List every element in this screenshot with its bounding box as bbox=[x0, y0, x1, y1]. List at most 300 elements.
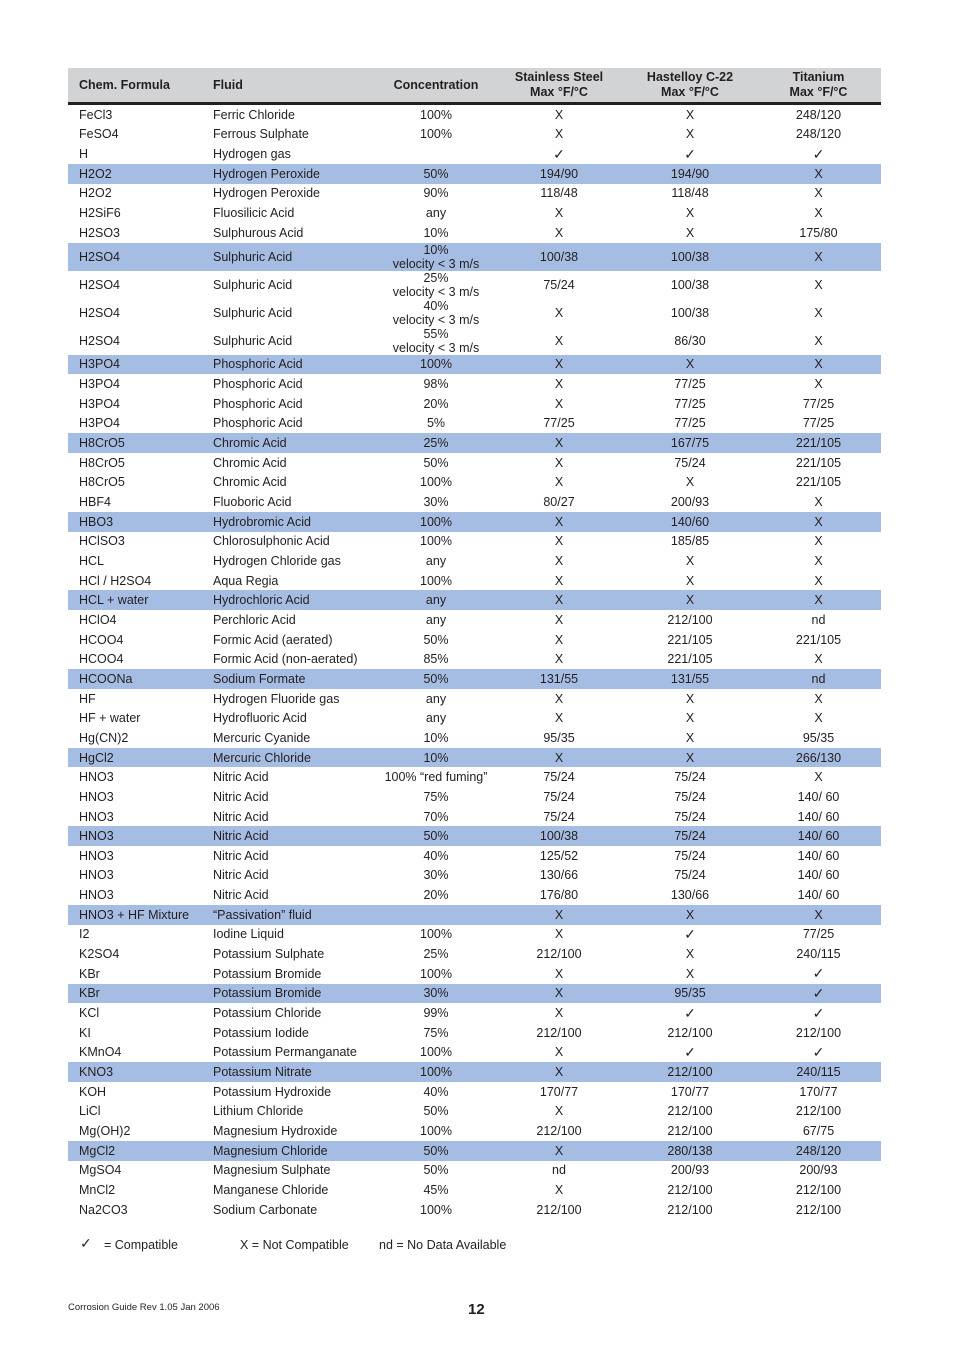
revision-label: Corrosion Guide Rev 1.05 Jan 2006 bbox=[68, 1302, 220, 1313]
cell-titanium: ✓ bbox=[812, 1043, 825, 1060]
cell-hastelloy: 212/100 bbox=[667, 612, 713, 627]
table-row bbox=[68, 512, 881, 532]
concentration-note: velocity < 3 m/s bbox=[392, 256, 480, 271]
cell-hastelloy: 167/75 bbox=[670, 436, 710, 451]
cell-stainless-steel: 95/35 bbox=[543, 730, 575, 745]
table-row bbox=[68, 787, 881, 807]
cell-titanium: X bbox=[814, 333, 823, 348]
table-row bbox=[68, 1082, 881, 1102]
cell-hastelloy: 100/38 bbox=[670, 305, 710, 320]
cell-concentration: 100% bbox=[420, 475, 452, 490]
table-row bbox=[68, 944, 881, 964]
cell-stainless-steel: 118/48 bbox=[540, 186, 578, 201]
header-ss-name: Stainless Steel bbox=[514, 70, 604, 84]
cell-concentration: any bbox=[425, 206, 447, 221]
cell-fluid: Lithium Chloride bbox=[213, 1104, 304, 1119]
table-header bbox=[68, 68, 881, 105]
cell-concentration: 85% bbox=[423, 652, 449, 667]
cell-titanium: nd bbox=[811, 671, 826, 686]
cell-formula: HCOO4 bbox=[79, 632, 124, 647]
table-row bbox=[68, 905, 881, 925]
cell-stainless-steel: X bbox=[554, 632, 564, 647]
cell-titanium: 221/105 bbox=[795, 436, 842, 451]
cell-titanium: 248/120 bbox=[795, 1143, 842, 1158]
cell-concentration bbox=[378, 299, 494, 327]
cell-fluid: Formic Acid (aerated) bbox=[213, 632, 333, 647]
cell-formula: H2SO4 bbox=[79, 277, 120, 292]
cell-formula: HClO4 bbox=[79, 612, 117, 627]
cell-fluid: Chromic Acid bbox=[213, 455, 287, 470]
cell-concentration: any bbox=[425, 593, 447, 608]
cell-titanium: X bbox=[814, 277, 823, 292]
cell-fluid: Hydrogen gas bbox=[213, 147, 291, 162]
cell-stainless-steel: X bbox=[554, 305, 564, 320]
cell-concentration bbox=[378, 243, 494, 271]
cell-hastelloy: 212/100 bbox=[667, 1025, 713, 1040]
cell-fluid: Mercuric Cyanide bbox=[213, 730, 311, 745]
cell-stainless-steel: X bbox=[554, 127, 564, 142]
cell-formula: HNO3 bbox=[79, 888, 114, 903]
cell-concentration: 100% bbox=[420, 357, 452, 372]
cell-fluid: Magnesium Hydroxide bbox=[213, 1124, 338, 1139]
cell-hastelloy: 212/100 bbox=[667, 1065, 713, 1080]
header-ti-unit: Max °F/°C bbox=[789, 85, 848, 99]
cell-stainless-steel: 75/24 bbox=[543, 770, 575, 785]
cell-titanium: X bbox=[814, 166, 823, 181]
cell-concentration: 100% bbox=[420, 127, 452, 142]
cell-titanium: X bbox=[814, 357, 823, 372]
table-row bbox=[68, 414, 881, 434]
cell-fluid: Magnesium Sulphate bbox=[213, 1163, 331, 1178]
concentration-value: 25% bbox=[423, 270, 449, 285]
cell-stainless-steel: X bbox=[554, 966, 564, 981]
cell-fluid: Nitric Acid bbox=[213, 868, 269, 883]
table-row bbox=[68, 846, 881, 866]
cell-concentration: 90% bbox=[423, 186, 449, 201]
cell-hastelloy: 140/60 bbox=[670, 514, 710, 529]
cell-titanium: 67/75 bbox=[802, 1124, 835, 1139]
cell-hastelloy: 131/55 bbox=[670, 671, 710, 686]
cell-fluid: Aqua Regia bbox=[213, 573, 279, 588]
cell-fluid: Hydrofluoric Acid bbox=[213, 711, 307, 726]
cell-formula: H2SiF6 bbox=[79, 206, 121, 221]
cell-fluid: Potassium Bromide bbox=[213, 966, 322, 981]
cell-hastelloy: X bbox=[685, 907, 695, 922]
table-row bbox=[68, 1200, 881, 1220]
cell-formula: I2 bbox=[79, 927, 90, 942]
cell-formula: H8CrO5 bbox=[79, 455, 125, 470]
cell-concentration: 100% bbox=[420, 573, 452, 588]
check-icon: ✓ bbox=[80, 1235, 92, 1251]
cell-titanium: 140/ 60 bbox=[797, 888, 840, 903]
cell-formula: K2SO4 bbox=[79, 947, 120, 962]
cell-concentration: 100% bbox=[420, 927, 452, 942]
cell-concentration: 50% bbox=[423, 1163, 449, 1178]
cell-hastelloy: 221/105 bbox=[667, 652, 713, 667]
table-row bbox=[68, 1062, 881, 1082]
cell-titanium: 212/100 bbox=[795, 1104, 842, 1119]
cell-titanium: 221/105 bbox=[795, 632, 842, 647]
cell-hastelloy: 75/24 bbox=[674, 848, 706, 863]
cell-hastelloy: 75/24 bbox=[674, 455, 706, 470]
legend-no-data: nd = No Data Available bbox=[379, 1238, 507, 1252]
cell-fluid: Hydrobromic Acid bbox=[213, 514, 311, 529]
cell-fluid: Hydrogen Peroxide bbox=[213, 186, 321, 201]
cell-formula: HCOONa bbox=[79, 671, 133, 686]
cell-stainless-steel: X bbox=[554, 986, 564, 1001]
cell-fluid: Potassium Hydroxide bbox=[213, 1084, 332, 1099]
cell-fluid: Hydrogen Peroxide bbox=[213, 166, 321, 181]
cell-stainless-steel: X bbox=[554, 711, 564, 726]
cell-titanium: X bbox=[814, 573, 823, 588]
cell-hastelloy: 212/100 bbox=[667, 1124, 713, 1139]
table-row bbox=[68, 689, 881, 709]
table-row bbox=[68, 355, 881, 375]
table-row bbox=[68, 144, 881, 164]
cell-concentration: 100% bbox=[420, 1045, 452, 1060]
cell-titanium: 77/25 bbox=[802, 416, 835, 431]
table-row bbox=[68, 708, 881, 728]
table-row bbox=[68, 223, 881, 243]
cell-fluid: Phosphoric Acid bbox=[213, 396, 303, 411]
cell-fluid: Nitric Acid bbox=[213, 789, 269, 804]
cell-concentration: 20% bbox=[423, 396, 449, 411]
cell-stainless-steel: 75/24 bbox=[543, 809, 575, 824]
cell-concentration: 100% bbox=[420, 534, 452, 549]
cell-fluid: Potassium Nitrate bbox=[213, 1065, 312, 1080]
cell-stainless-steel: X bbox=[554, 1065, 564, 1080]
cell-concentration: 100% bbox=[420, 1124, 452, 1139]
cell-hastelloy: 194/90 bbox=[670, 166, 710, 181]
cell-fluid: Potassium Iodide bbox=[213, 1025, 309, 1040]
cell-stainless-steel: X bbox=[554, 514, 564, 529]
cell-hastelloy: 200/93 bbox=[670, 1163, 710, 1178]
cell-titanium: 240/115 bbox=[796, 1065, 841, 1080]
cell-formula: KI bbox=[79, 1025, 91, 1040]
cell-stainless-steel: 212/100 bbox=[536, 1202, 582, 1217]
cell-titanium: X bbox=[814, 249, 823, 264]
cell-titanium: 212/100 bbox=[795, 1202, 842, 1217]
cell-titanium: 221/105 bbox=[795, 475, 842, 490]
cell-stainless-steel: 170/77 bbox=[539, 1084, 579, 1099]
header-stainless-steel bbox=[494, 70, 624, 100]
cell-concentration: 100% “red fuming” bbox=[384, 770, 488, 785]
cell-stainless-steel: X bbox=[554, 107, 564, 122]
table-row bbox=[68, 925, 881, 945]
cell-fluid: Potassium Permanganate bbox=[213, 1045, 357, 1060]
table-row bbox=[68, 1003, 881, 1023]
cell-hastelloy: 100/38 bbox=[670, 249, 710, 264]
cell-titanium: X bbox=[814, 553, 823, 568]
cell-stainless-steel: X bbox=[554, 927, 564, 942]
cell-titanium: X bbox=[814, 495, 823, 510]
cell-stainless-steel: X bbox=[554, 534, 564, 549]
cell-stainless-steel: X bbox=[554, 396, 564, 411]
cell-titanium: X bbox=[814, 186, 823, 201]
table-row bbox=[68, 551, 881, 571]
cell-formula: HCOO4 bbox=[79, 652, 124, 667]
concentration-value: 40% bbox=[423, 298, 449, 313]
table-row bbox=[68, 1102, 881, 1122]
cell-concentration: 45% bbox=[423, 1182, 449, 1197]
cell-hastelloy: 86/30 bbox=[674, 333, 706, 348]
cell-stainless-steel: 194/90 bbox=[539, 166, 579, 181]
cell-fluid: Phosphoric Acid bbox=[213, 416, 303, 431]
table-row bbox=[68, 1180, 881, 1200]
cell-fluid: Magnesium Chloride bbox=[213, 1143, 328, 1158]
cell-concentration: 100% bbox=[420, 107, 452, 122]
cell-stainless-steel: X bbox=[554, 612, 564, 627]
cell-titanium: 212/100 bbox=[795, 1182, 842, 1197]
header-hc-unit: Max °F/°C bbox=[661, 85, 719, 99]
header-concentration: Concentration bbox=[393, 77, 479, 92]
cell-formula: LiCl bbox=[79, 1104, 101, 1119]
cell-concentration: 50% bbox=[423, 166, 449, 181]
cell-stainless-steel: X bbox=[554, 455, 564, 470]
cell-fluid: Nitric Acid bbox=[213, 888, 269, 903]
cell-formula: HClSO3 bbox=[79, 534, 125, 549]
cell-stainless-steel: 212/100 bbox=[536, 947, 582, 962]
cell-formula: MgCl2 bbox=[79, 1143, 116, 1158]
cell-stainless-steel: X bbox=[554, 907, 564, 922]
cell-concentration: 75% bbox=[423, 789, 449, 804]
table-row bbox=[68, 1043, 881, 1063]
cell-stainless-steel: ✓ bbox=[553, 145, 565, 162]
cell-titanium: X bbox=[814, 691, 823, 706]
cell-formula: KBr bbox=[79, 966, 100, 981]
cell-hastelloy: ✓ bbox=[684, 145, 696, 162]
cell-concentration: 50% bbox=[423, 632, 449, 647]
legend-not-compatible: X = Not Compatible bbox=[240, 1238, 349, 1252]
cell-formula: HgCl2 bbox=[79, 750, 114, 765]
table-row bbox=[68, 1121, 881, 1141]
cell-formula: Hg(CN)2 bbox=[79, 730, 129, 745]
table-row bbox=[68, 473, 881, 493]
cell-fluid: Chromic Acid bbox=[213, 475, 287, 490]
cell-concentration: 100% bbox=[420, 1065, 452, 1080]
cell-titanium: 77/25 bbox=[802, 396, 835, 411]
cell-hastelloy: X bbox=[685, 206, 695, 221]
cell-formula: H3PO4 bbox=[79, 396, 120, 411]
header-ti-name: Titanium bbox=[792, 70, 845, 84]
cell-titanium: 212/100 bbox=[795, 1025, 842, 1040]
cell-hastelloy: 77/25 bbox=[674, 396, 706, 411]
cell-hastelloy: 75/24 bbox=[674, 770, 706, 785]
cell-stainless-steel: X bbox=[554, 652, 564, 667]
cell-fluid: Iodine Liquid bbox=[213, 927, 284, 942]
cell-hastelloy: 75/24 bbox=[674, 789, 706, 804]
cell-concentration: 99% bbox=[423, 1006, 449, 1021]
cell-titanium: 240/115 bbox=[796, 947, 841, 962]
cell-formula: H2SO4 bbox=[79, 333, 120, 348]
cell-concentration: 75% bbox=[423, 1025, 449, 1040]
cell-hastelloy: X bbox=[685, 593, 695, 608]
cell-formula: HF bbox=[79, 691, 96, 706]
concentration-value: 10% bbox=[423, 242, 449, 257]
cell-fluid: Sulphurous Acid bbox=[213, 225, 304, 240]
cell-formula: HBO3 bbox=[79, 514, 114, 529]
concentration-value: 55% bbox=[423, 326, 449, 341]
cell-hastelloy: 95/35 bbox=[674, 986, 706, 1001]
cell-formula: KMnO4 bbox=[79, 1045, 122, 1060]
cell-titanium: X bbox=[814, 652, 823, 667]
table-row bbox=[68, 630, 881, 650]
cell-concentration: 50% bbox=[423, 1104, 449, 1119]
cell-formula: H2SO3 bbox=[79, 225, 120, 240]
cell-stainless-steel: X bbox=[554, 377, 564, 392]
cell-stainless-steel: 176/80 bbox=[539, 888, 579, 903]
cell-titanium: 266/130 bbox=[795, 750, 842, 765]
table-row bbox=[68, 610, 881, 630]
cell-fluid: Fluosilicic Acid bbox=[213, 206, 295, 221]
cell-concentration bbox=[378, 327, 494, 355]
cell-fluid: Phosphoric Acid bbox=[213, 377, 303, 392]
concentration-note: velocity < 3 m/s bbox=[392, 312, 480, 327]
cell-titanium: 77/25 bbox=[802, 927, 835, 942]
cell-formula: KOH bbox=[79, 1084, 107, 1099]
cell-titanium: 248/120 bbox=[795, 107, 842, 122]
cell-formula: KNO3 bbox=[79, 1065, 114, 1080]
cell-fluid: Chlorosulphonic Acid bbox=[213, 534, 330, 549]
cell-fluid: Potassium Bromide bbox=[213, 986, 322, 1001]
cell-fluid: Nitric Acid bbox=[213, 848, 269, 863]
cell-concentration: any bbox=[425, 691, 447, 706]
table-row bbox=[68, 748, 881, 768]
header-hc-name: Hastelloy C-22 bbox=[646, 70, 734, 84]
cell-fluid: Potassium Chloride bbox=[213, 1006, 322, 1021]
cell-stainless-steel: X bbox=[554, 206, 564, 221]
table-row bbox=[68, 964, 881, 984]
cell-fluid: Potassium Sulphate bbox=[213, 947, 325, 962]
compatibility-table bbox=[68, 68, 881, 1219]
cell-stainless-steel: 131/55 bbox=[539, 671, 579, 686]
cell-formula: H3PO4 bbox=[79, 357, 120, 372]
cell-titanium: ✓ bbox=[812, 145, 825, 162]
table-row bbox=[68, 1141, 881, 1161]
table-row bbox=[68, 866, 881, 886]
cell-stainless-steel: 75/24 bbox=[543, 789, 575, 804]
cell-fluid: Sodium Formate bbox=[213, 671, 306, 686]
cell-formula: Mg(OH)2 bbox=[79, 1124, 131, 1139]
cell-hastelloy: 200/93 bbox=[670, 495, 710, 510]
cell-stainless-steel: nd bbox=[552, 1163, 566, 1178]
cell-fluid: Nitric Acid bbox=[213, 809, 269, 824]
table-row bbox=[68, 453, 881, 473]
cell-hastelloy: 212/100 bbox=[667, 1182, 713, 1197]
cell-concentration: 25% bbox=[423, 436, 449, 451]
cell-titanium: nd bbox=[811, 612, 826, 627]
cell-stainless-steel: 100/38 bbox=[539, 249, 579, 264]
cell-titanium: X bbox=[814, 534, 823, 549]
cell-titanium: X bbox=[814, 770, 823, 785]
cell-stainless-steel: X bbox=[554, 553, 564, 568]
cell-hastelloy: X bbox=[685, 730, 695, 745]
cell-concentration: 20% bbox=[423, 888, 449, 903]
cell-formula: FeCl3 bbox=[79, 107, 113, 122]
header-hastelloy bbox=[624, 70, 756, 100]
cell-titanium: X bbox=[814, 377, 823, 392]
cell-concentration: 100% bbox=[420, 514, 452, 529]
cell-stainless-steel: X bbox=[554, 1143, 564, 1158]
table-row bbox=[68, 394, 881, 414]
cell-hastelloy: 75/24 bbox=[674, 829, 706, 844]
table-row bbox=[68, 669, 881, 689]
cell-fluid: Mercuric Chloride bbox=[213, 750, 311, 765]
cell-concentration: 50% bbox=[423, 671, 449, 686]
cell-hastelloy: 118/48 bbox=[671, 186, 709, 201]
cell-titanium: 140/ 60 bbox=[797, 809, 840, 824]
table-row bbox=[68, 271, 881, 299]
cell-formula: KCl bbox=[79, 1006, 100, 1021]
cell-stainless-steel: X bbox=[554, 593, 564, 608]
cell-hastelloy: X bbox=[685, 711, 695, 726]
table-row bbox=[68, 492, 881, 512]
cell-stainless-steel: X bbox=[554, 475, 564, 490]
cell-titanium: 140/ 60 bbox=[797, 789, 840, 804]
table-row bbox=[68, 532, 881, 552]
cell-fluid: Fluoboric Acid bbox=[213, 495, 292, 510]
cell-formula: HBF4 bbox=[79, 495, 111, 510]
cell-formula: Na2CO3 bbox=[79, 1202, 128, 1217]
cell-stainless-steel: X bbox=[554, 1045, 564, 1060]
cell-formula: HCL bbox=[79, 553, 105, 568]
cell-titanium: ✓ bbox=[812, 984, 825, 1001]
cell-stainless-steel: X bbox=[554, 1006, 564, 1021]
cell-fluid: Hydrogen Chloride gas bbox=[213, 553, 341, 568]
cell-stainless-steel: X bbox=[554, 573, 564, 588]
table-row bbox=[68, 649, 881, 669]
cell-formula: H8CrO5 bbox=[79, 436, 125, 451]
cell-stainless-steel: 75/24 bbox=[543, 277, 575, 292]
table-row bbox=[68, 984, 881, 1004]
cell-hastelloy: X bbox=[685, 107, 695, 122]
cell-hastelloy: 75/24 bbox=[674, 809, 706, 824]
cell-hastelloy: X bbox=[685, 573, 695, 588]
cell-stainless-steel: 80/27 bbox=[543, 495, 575, 510]
cell-formula: KBr bbox=[79, 986, 100, 1001]
cell-hastelloy: X bbox=[685, 127, 695, 142]
header-formula: Chem. Formula bbox=[79, 77, 170, 92]
cell-concentration: 100% bbox=[420, 966, 452, 981]
cell-concentration: 50% bbox=[423, 455, 449, 470]
cell-fluid: Sulphuric Acid bbox=[213, 333, 293, 348]
cell-hastelloy: 212/100 bbox=[667, 1202, 713, 1217]
cell-stainless-steel: 100/38 bbox=[539, 829, 579, 844]
table-body bbox=[68, 105, 881, 1219]
cell-stainless-steel: X bbox=[554, 225, 564, 240]
table-row bbox=[68, 807, 881, 827]
cell-concentration: 40% bbox=[423, 1084, 449, 1099]
table-row bbox=[68, 767, 881, 787]
cell-titanium: 140/ 60 bbox=[797, 848, 840, 863]
cell-hastelloy: 185/85 bbox=[670, 534, 710, 549]
cell-fluid: Nitric Acid bbox=[213, 829, 269, 844]
cell-formula: H3PO4 bbox=[79, 377, 120, 392]
cell-stainless-steel: 212/100 bbox=[536, 1124, 582, 1139]
table-row bbox=[68, 590, 881, 610]
table-row bbox=[68, 184, 881, 204]
cell-concentration: 5% bbox=[426, 416, 446, 431]
cell-fluid: “Passivation” fluid bbox=[213, 907, 312, 922]
cell-fluid: Phosphoric Acid bbox=[213, 357, 303, 372]
cell-hastelloy: ✓ bbox=[684, 925, 696, 942]
cell-formula: H2O2 bbox=[79, 166, 112, 181]
cell-hastelloy: X bbox=[685, 750, 695, 765]
cell-concentration: 50% bbox=[423, 829, 449, 844]
cell-stainless-steel: X bbox=[554, 691, 564, 706]
cell-formula: HCl / H2SO4 bbox=[79, 573, 152, 588]
table-row bbox=[68, 826, 881, 846]
